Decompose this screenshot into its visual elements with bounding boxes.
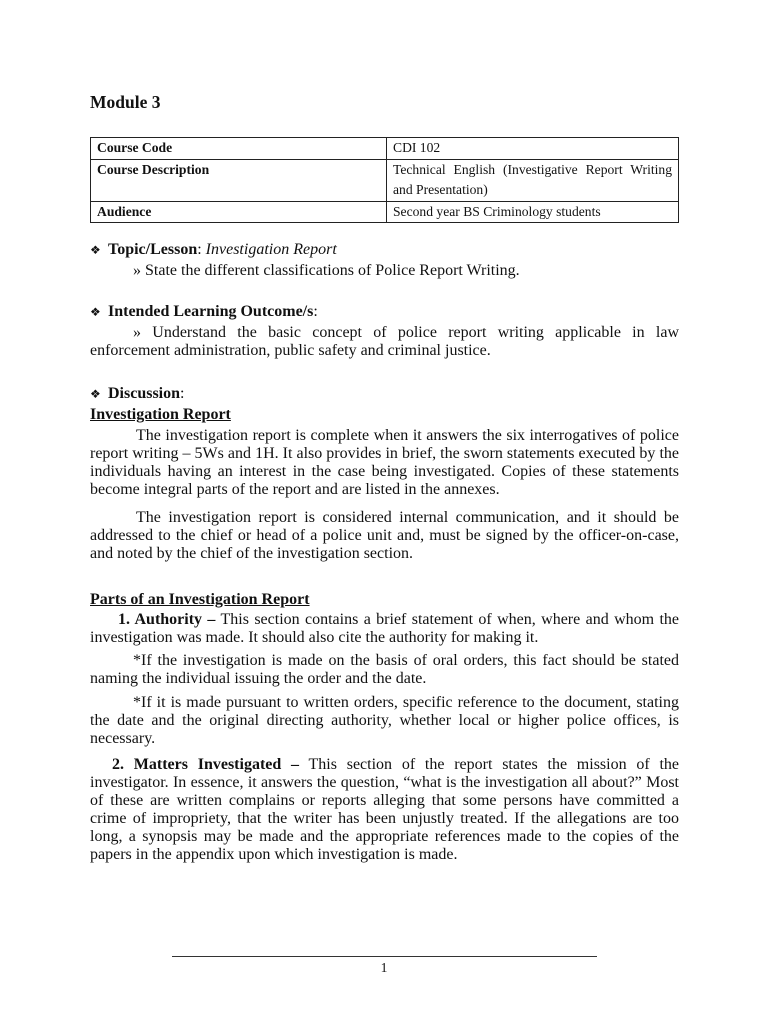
discussion-line: ❖ Discussion:	[90, 385, 185, 402]
ilo-text: » Understand the basic concept of police report writing applicable in law enforcement administration, public safety and criminal justice.	[90, 324, 679, 359]
table-row	[91, 201, 679, 223]
diamond-bullet-icon: ❖	[90, 387, 101, 401]
part-1-note-1: *If the investigation is made on the basis of oral orders, this fact should be stated naming the individual issuing the order and the date.	[90, 652, 679, 687]
footer-rule	[172, 956, 597, 957]
part-1-note-2: *If it is made pursuant to written orders, specific reference to the document, stating the date and the original directing authority, whether local or higher police offices, is necessary.	[90, 694, 679, 747]
part-1-label: 1. Authority –	[118, 611, 216, 628]
table-cell-key: Audience	[91, 201, 387, 223]
ilo-label: Intended Learning Outcome/s	[108, 303, 314, 320]
part-2-matters-investigated	[90, 756, 679, 864]
topic-item: » State the different classifications of Police Report Writing.	[133, 262, 520, 279]
table-cell-key: Course Code	[91, 138, 387, 160]
table-cell-value: CDI 102	[387, 138, 679, 160]
table-cell-value: Second year BS Criminology students	[387, 201, 679, 223]
topic-line: ❖ Topic/Lesson: Investigation Report	[90, 241, 337, 258]
discussion-label: Discussion	[108, 385, 181, 402]
topic-value: Investigation Report	[205, 241, 337, 258]
investigation-report-heading: Investigation Report	[90, 406, 231, 423]
course-info-table	[90, 137, 679, 223]
discussion-paragraph-2: The investigation report is considered internal communication, and it should be addressed to the chief or head of a police unit and, must be signed by the officer-on-case, and noted by the chief of the investigation section.	[90, 509, 679, 562]
part-1-authority	[90, 611, 679, 647]
table-row	[91, 159, 679, 201]
table-cell-value: Technical English (Investigative Report Writing and Presentation)	[387, 159, 679, 201]
module-title: Module 3	[90, 92, 161, 112]
ilo-line: ❖ Intended Learning Outcome/s:	[90, 303, 318, 320]
topic-label: Topic/Lesson	[108, 241, 198, 258]
page-number: 1	[380, 960, 388, 975]
table-cell-key: Course Description	[91, 159, 387, 201]
part-2-text: This section of the report states the mission of the investigator. In essence, it answers the question, “what is the investigation all about?” Most of these are written complains or reports alleging that some persons have committed a crime of impropriety, that the writer has been unjustly treated. If the allegations are too long, a synopsis may be made and the appropriate references made to the copies of the papers in the appendix upon which investigation is made.	[90, 756, 680, 863]
part-2-label: 2. Matters Investigated –	[112, 756, 300, 773]
diamond-bullet-icon: ❖	[90, 305, 101, 319]
diamond-bullet-icon: ❖	[90, 243, 101, 257]
discussion-paragraph-1: The investigation report is complete when it answers the six interrogatives of police report writing – 5Ws and 1H. It also provides in brief, the sworn statements executed by the individuals having an interest in the case being investigated. Copies of these statements become integral parts of the report and are listed in the annexes.	[90, 427, 679, 498]
table-row	[91, 138, 679, 160]
part-1-text: This section contains a brief statement of when, where and whom the investigation was made. It should also cite the authority for making it.	[90, 611, 680, 646]
parts-heading: Parts of an Investigation Report	[90, 591, 310, 608]
